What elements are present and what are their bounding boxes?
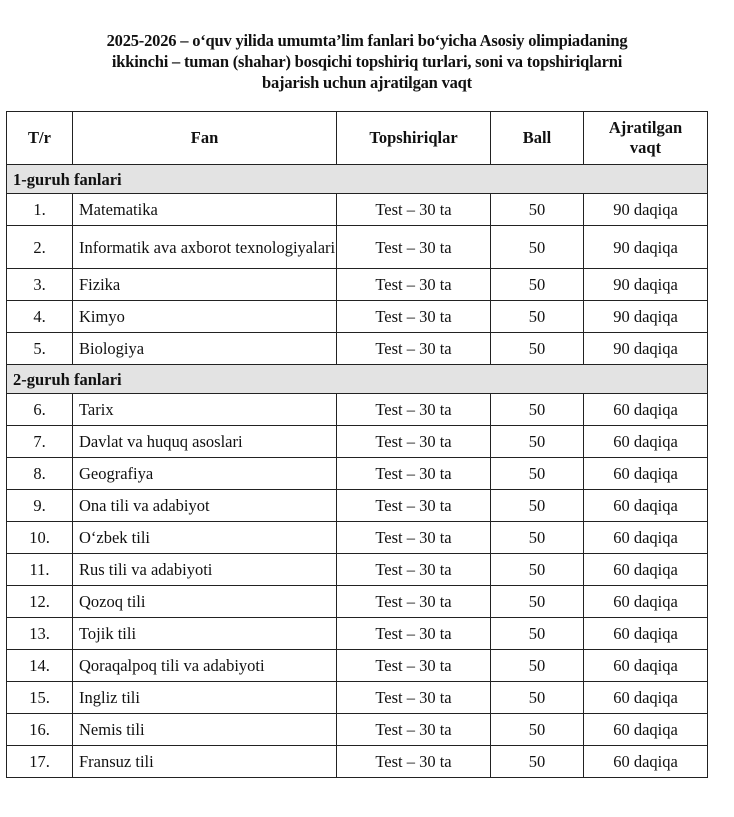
score: 50	[491, 682, 584, 714]
score: 50	[491, 650, 584, 682]
allotted-time: 90 daqiqa	[584, 333, 708, 365]
row-number: 3.	[7, 269, 73, 301]
task-type: Test – 30 ta	[337, 522, 491, 554]
subject-name: Ingliz tili	[73, 682, 337, 714]
row-number: 11.	[7, 554, 73, 586]
header-fan: Fan	[73, 112, 337, 165]
title-line: bajarish uchun ajratilgan vaqt	[262, 73, 472, 92]
table-row	[7, 269, 708, 301]
row-number: 1.	[7, 194, 73, 226]
table-row	[7, 226, 708, 269]
score: 50	[491, 333, 584, 365]
header-vaqt: Ajratilgan vaqt	[584, 112, 708, 165]
group-row	[7, 165, 708, 194]
subject-name: Qozoq tili	[73, 586, 337, 618]
row-number: 6.	[7, 394, 73, 426]
table-header-row	[7, 112, 708, 165]
header-tr: T/r	[7, 112, 73, 165]
score: 50	[491, 301, 584, 333]
table-row	[7, 333, 708, 365]
allotted-time: 60 daqiqa	[584, 618, 708, 650]
task-type: Test – 30 ta	[337, 586, 491, 618]
score: 50	[491, 269, 584, 301]
subject-name: Qoraqalpoq tili va adabiyoti	[73, 650, 337, 682]
table-row	[7, 650, 708, 682]
group-label: 2-guruh fanlari	[7, 365, 708, 394]
subject-name: Davlat va huquq asoslari	[73, 426, 337, 458]
subject-name: Tojik tili	[73, 618, 337, 650]
row-number: 9.	[7, 490, 73, 522]
score: 50	[491, 746, 584, 778]
task-type: Test – 30 ta	[337, 714, 491, 746]
table-row	[7, 194, 708, 226]
subject-name: Rus tili va adabiyoti	[73, 554, 337, 586]
score: 50	[491, 426, 584, 458]
subject-name: Biologiya	[73, 333, 337, 365]
score: 50	[491, 194, 584, 226]
task-type: Test – 30 ta	[337, 682, 491, 714]
task-type: Test – 30 ta	[337, 194, 491, 226]
row-number: 17.	[7, 746, 73, 778]
allotted-time: 60 daqiqa	[584, 522, 708, 554]
document-title	[0, 30, 734, 93]
table-row	[7, 458, 708, 490]
subject-name: Fizika	[73, 269, 337, 301]
score: 50	[491, 394, 584, 426]
score: 50	[491, 522, 584, 554]
group-label: 1-guruh fanlari	[7, 165, 708, 194]
allotted-time: 60 daqiqa	[584, 394, 708, 426]
allotted-time: 90 daqiqa	[584, 194, 708, 226]
row-number: 16.	[7, 714, 73, 746]
table-row	[7, 426, 708, 458]
table-row	[7, 682, 708, 714]
score: 50	[491, 226, 584, 269]
header-topshiriqlar: Topshiriqlar	[337, 112, 491, 165]
subject-name: Geografiya	[73, 458, 337, 490]
subject-name: Kimyo	[73, 301, 337, 333]
allotted-time: 60 daqiqa	[584, 586, 708, 618]
task-type: Test – 30 ta	[337, 394, 491, 426]
row-number: 5.	[7, 333, 73, 365]
subject-name: Tarix	[73, 394, 337, 426]
task-type: Test – 30 ta	[337, 650, 491, 682]
allotted-time: 60 daqiqa	[584, 746, 708, 778]
row-number: 12.	[7, 586, 73, 618]
table-row	[7, 618, 708, 650]
table-row	[7, 554, 708, 586]
allotted-time: 60 daqiqa	[584, 554, 708, 586]
table-row	[7, 522, 708, 554]
row-number: 8.	[7, 458, 73, 490]
table-body	[7, 165, 708, 778]
score: 50	[491, 458, 584, 490]
subject-name: Nemis tili	[73, 714, 337, 746]
score: 50	[491, 714, 584, 746]
task-type: Test – 30 ta	[337, 618, 491, 650]
title-line: 2025-2026 – o‘quv yilida umumta’lim fanlari bo‘yicha Asosiy olimpiadaning	[106, 31, 628, 50]
table-row	[7, 714, 708, 746]
row-number: 10.	[7, 522, 73, 554]
table-row	[7, 301, 708, 333]
subject-name: Matematika	[73, 194, 337, 226]
task-type: Test – 30 ta	[337, 333, 491, 365]
task-type: Test – 30 ta	[337, 426, 491, 458]
task-type: Test – 30 ta	[337, 746, 491, 778]
allotted-time: 60 daqiqa	[584, 426, 708, 458]
olympiad-table	[6, 111, 708, 778]
title-line: ikkinchi – tuman (shahar) bosqichi topshiriq turlari, soni va topshiriqlarni	[111, 52, 623, 71]
subject-name: Informatik ava axborot texnologiyalari	[73, 226, 337, 269]
allotted-time: 60 daqiqa	[584, 714, 708, 746]
score: 50	[491, 618, 584, 650]
table-row	[7, 490, 708, 522]
header-ball: Ball	[491, 112, 584, 165]
allotted-time: 90 daqiqa	[584, 226, 708, 269]
row-number: 14.	[7, 650, 73, 682]
table-row	[7, 746, 708, 778]
task-type: Test – 30 ta	[337, 269, 491, 301]
table-row	[7, 394, 708, 426]
score: 50	[491, 554, 584, 586]
score: 50	[491, 490, 584, 522]
table-row	[7, 586, 708, 618]
allotted-time: 60 daqiqa	[584, 490, 708, 522]
subject-name: O‘zbek tili	[73, 522, 337, 554]
allotted-time: 90 daqiqa	[584, 269, 708, 301]
row-number: 2.	[7, 226, 73, 269]
subject-name: Ona tili va adabiyot	[73, 490, 337, 522]
task-type: Test – 30 ta	[337, 301, 491, 333]
score: 50	[491, 586, 584, 618]
row-number: 13.	[7, 618, 73, 650]
task-type: Test – 30 ta	[337, 554, 491, 586]
group-row	[7, 365, 708, 394]
task-type: Test – 30 ta	[337, 226, 491, 269]
allotted-time: 60 daqiqa	[584, 650, 708, 682]
subject-name: Fransuz tili	[73, 746, 337, 778]
task-type: Test – 30 ta	[337, 490, 491, 522]
row-number: 15.	[7, 682, 73, 714]
row-number: 7.	[7, 426, 73, 458]
allotted-time: 60 daqiqa	[584, 458, 708, 490]
allotted-time: 60 daqiqa	[584, 682, 708, 714]
row-number: 4.	[7, 301, 73, 333]
allotted-time: 90 daqiqa	[584, 301, 708, 333]
task-type: Test – 30 ta	[337, 458, 491, 490]
